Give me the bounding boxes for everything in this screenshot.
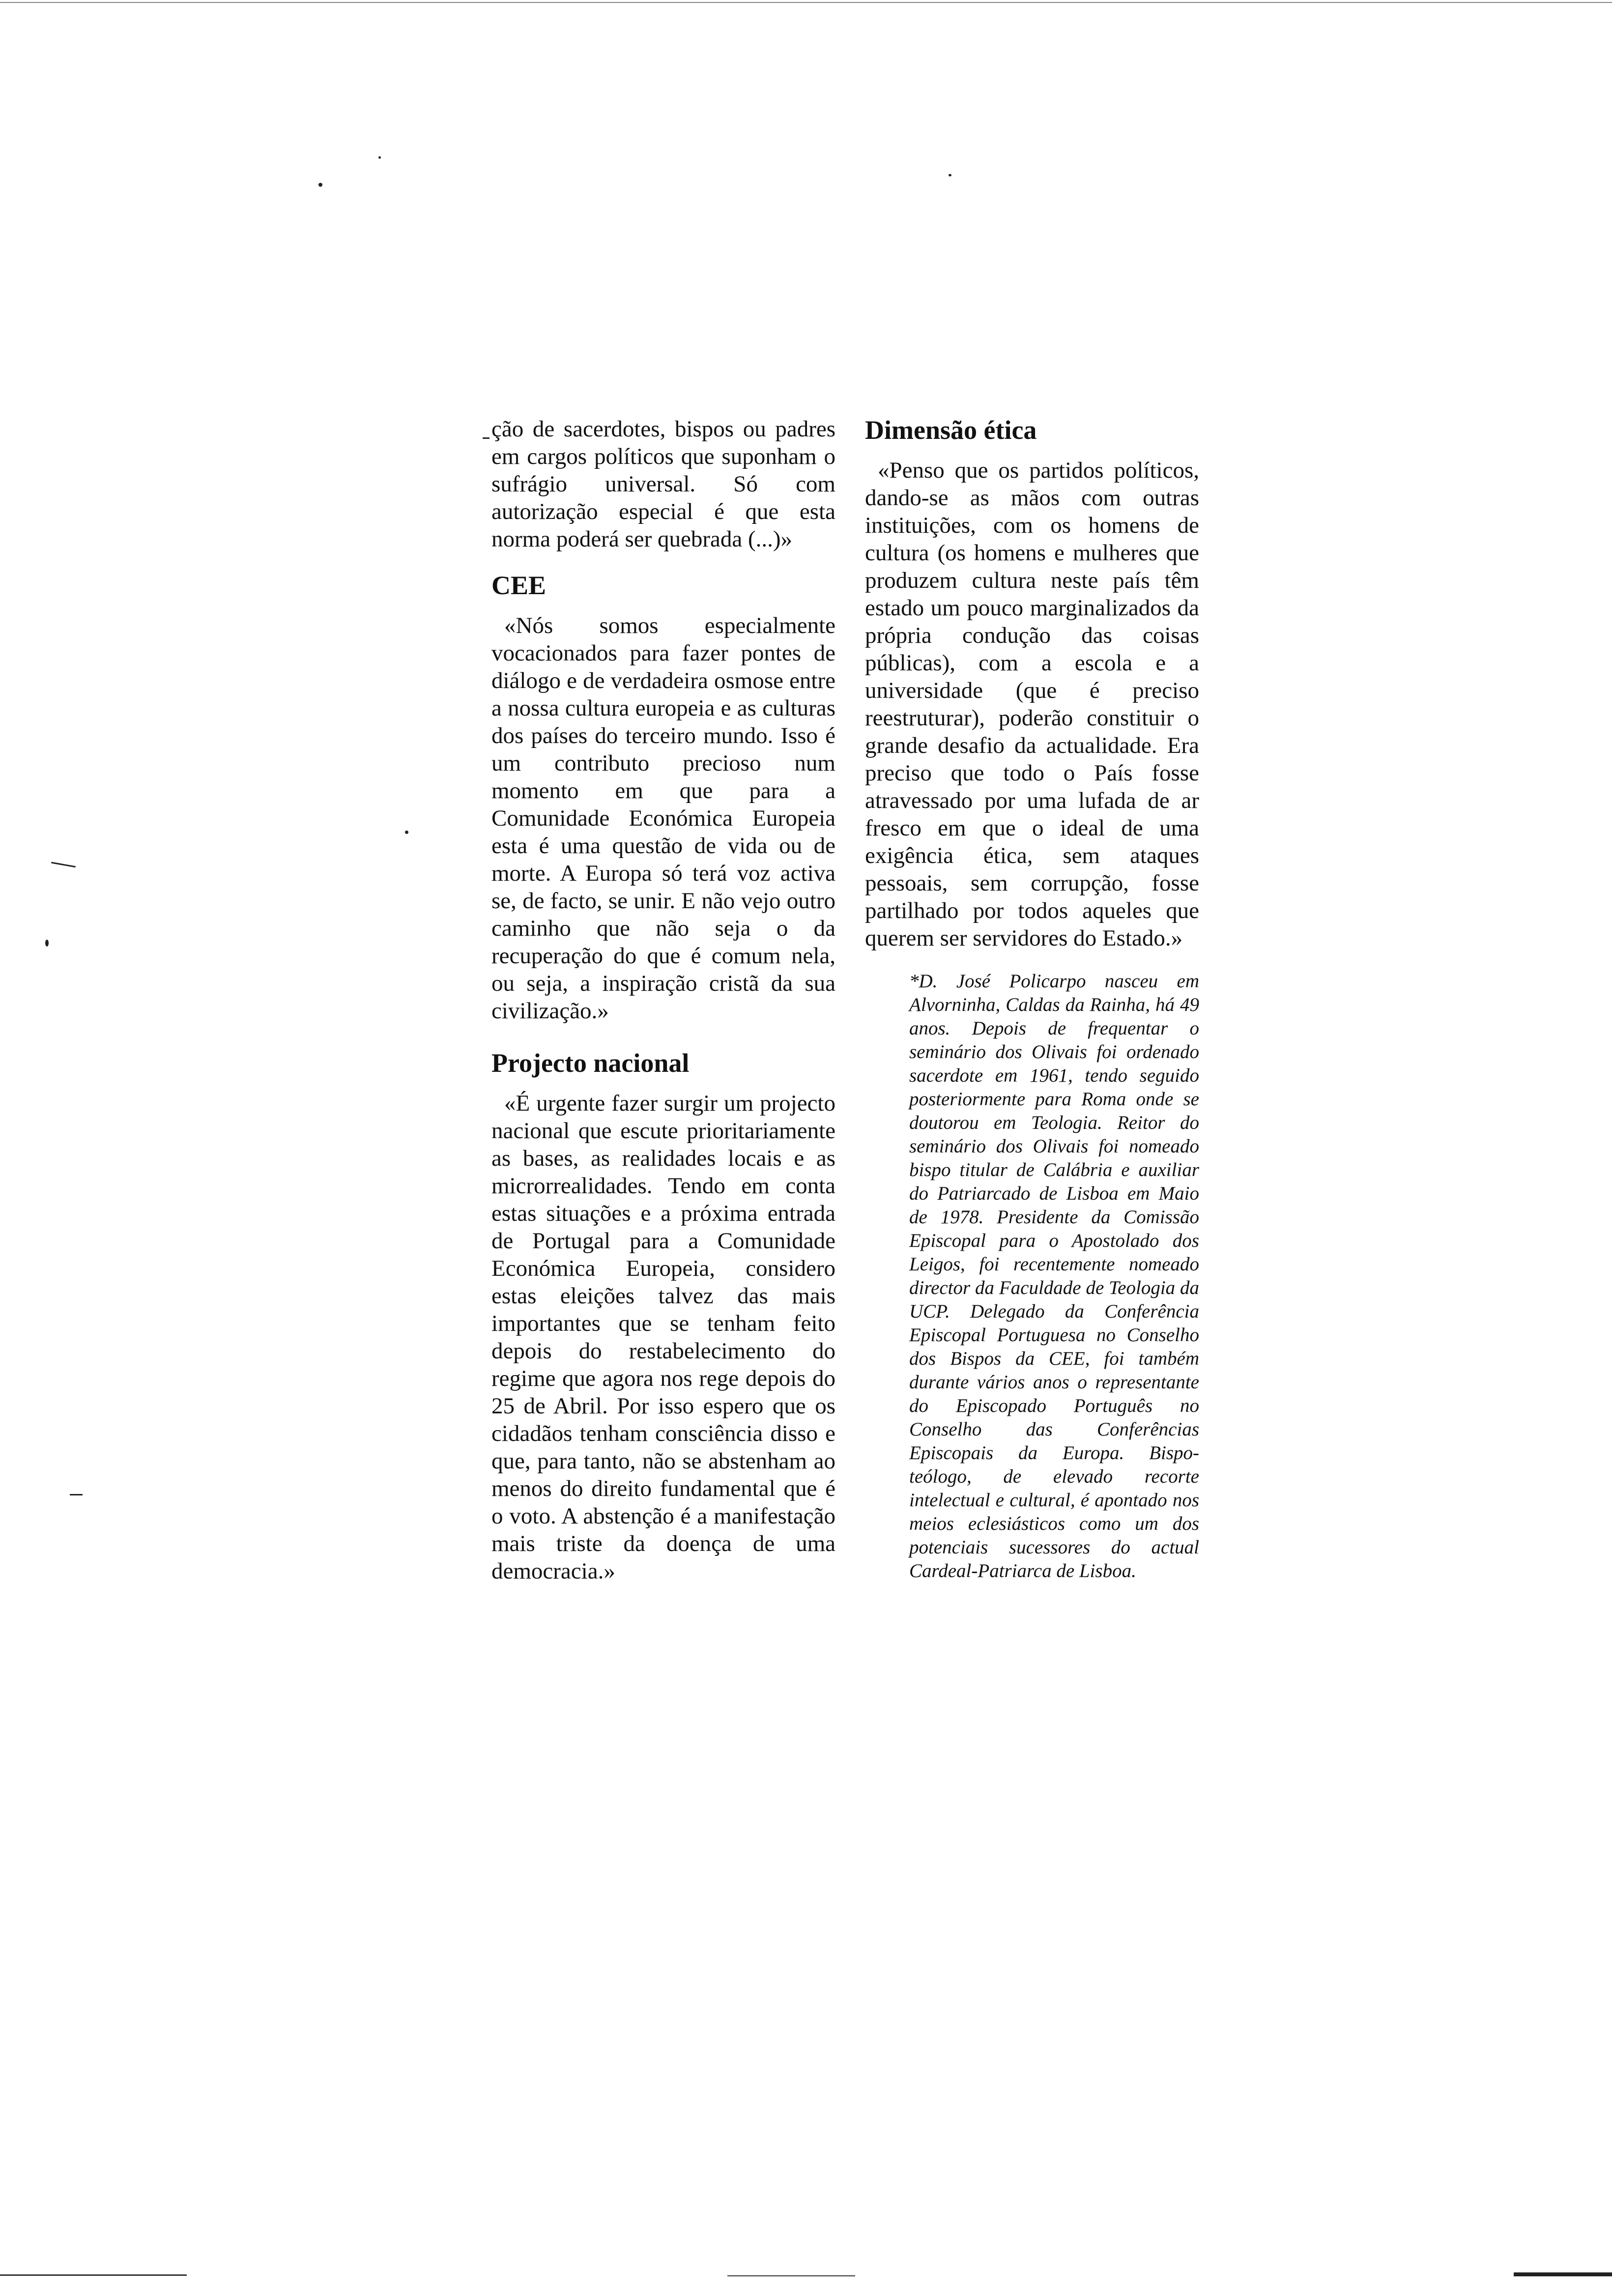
scan-edge-bottom-left <box>0 2274 187 2276</box>
paragraph-cee: «Nós somos especialmente vocacionados para fazer pontes de diálogo e de verdadeira osmose entre a nossa cultura europeia e as culturas dos países do terceiro mundo. Isso é um contributo precioso num momento em que para a Comunidade Económica Europeia esta é uma questão de vida ou de morte. A Europa só terá voz activa se, de facto, se unir. E não vejo outro caminho que não seja o da recuperação do que é comum nela, ou seja, a inspiração cristã da sua civilização.» <box>491 613 835 1024</box>
scan-edge-bottom-right <box>1514 2272 1612 2276</box>
scan-edge-bottom-mid <box>727 2275 855 2276</box>
author-bio-note: *D. José Policarpo nasceu em Alvorninha, Caldas da Rainha, há 49 anos. Depois de frequentar o seminário dos Olivais foi ordenado sacerdote em 1961, tendo seguido posteriormente para Roma onde se doutorou em Teologia. Reitor do seminário dos Olivais foi nomeado bispo titular de Calábria e auxiliar do Patriarcado de Lisboa em Maio de 1978. Presidente da Comissão Episcopal para o Apostolado dos Leigos, foi recentemente nomeado director da Faculdade de Teologia da UCP. Delegado da Conferência Episcopal Portuguesa no Conselho dos Bispos da CEE, foi também durante vários anos o representante do Episcopado Português no Conselho das Conferências Episcopais da Europa. Bispo-teólogo, de elevado recorte intelectual e cultural, é apontado nos meios eclesiásticos como um dos potenciais sucessores do actual Cardeal-Patriarca de Lisboa. <box>909 971 1199 1581</box>
scan-speck <box>51 862 76 868</box>
right-column <box>865 415 1199 1583</box>
section-heading-dimensao-etica: Dimensão ética <box>865 415 1037 445</box>
left-column <box>491 415 835 1585</box>
scan-edge-top <box>0 2 1612 3</box>
paragraph-continuation: ção de sacerdotes, bispos ou padres em cargos políticos que suponham o sufrágio universal. Só com autorização especial é que esta norma poderá ser quebrada (...)» <box>491 416 835 552</box>
scan-speck <box>949 174 951 176</box>
scan-speck <box>318 183 322 187</box>
scan-speck <box>483 437 489 439</box>
paragraph-projecto-nacional: «É urgente fazer surgir um projecto nacional que escute prioritariamente as bases, as realidades locais e as microrrealidades. Tendo em conta estas situações e a próxima entrada de Portugal para a Comunidade Económica Europeia, considero estas eleições talvez das mais importantes que se tenham feito depois do restabelecimento do regime que agora nos rege depois do 25 de Abril. Por isso espero que os cidadãos tenham consciência disso e que, para tanto, não se abstenham ao menos do direito fundamental que é o voto. A abstenção é a manifestação mais triste da doença de uma democracia.» <box>491 1091 835 1584</box>
scan-speck <box>45 940 49 947</box>
scan-speck <box>405 831 408 834</box>
paragraph-dimensao-etica: «Penso que os partidos políticos, dando-se as mãos com outras instituições, com os homens de cultura (os homens e mulheres que produzem cultura neste país têm estado um pouco marginalizados da própria condução das coisas públicas), com a escola e a universidade (que é preciso reestruturar), poderão constituir o grande desafio da actualidade. Era preciso que todo o País fosse atravessado por uma lufada de ar fresco em que o ideal de uma exigência ética, sem ataques pessoais, sem corrupção, fosse partilhado por todos aqueles que querem ser servidores do Estado.» <box>865 458 1199 951</box>
scan-speck <box>378 156 381 159</box>
section-heading-cee: CEE <box>491 571 547 600</box>
scan-speck <box>70 1494 83 1495</box>
section-heading-projecto-nacional: Projecto nacional <box>491 1048 690 1078</box>
